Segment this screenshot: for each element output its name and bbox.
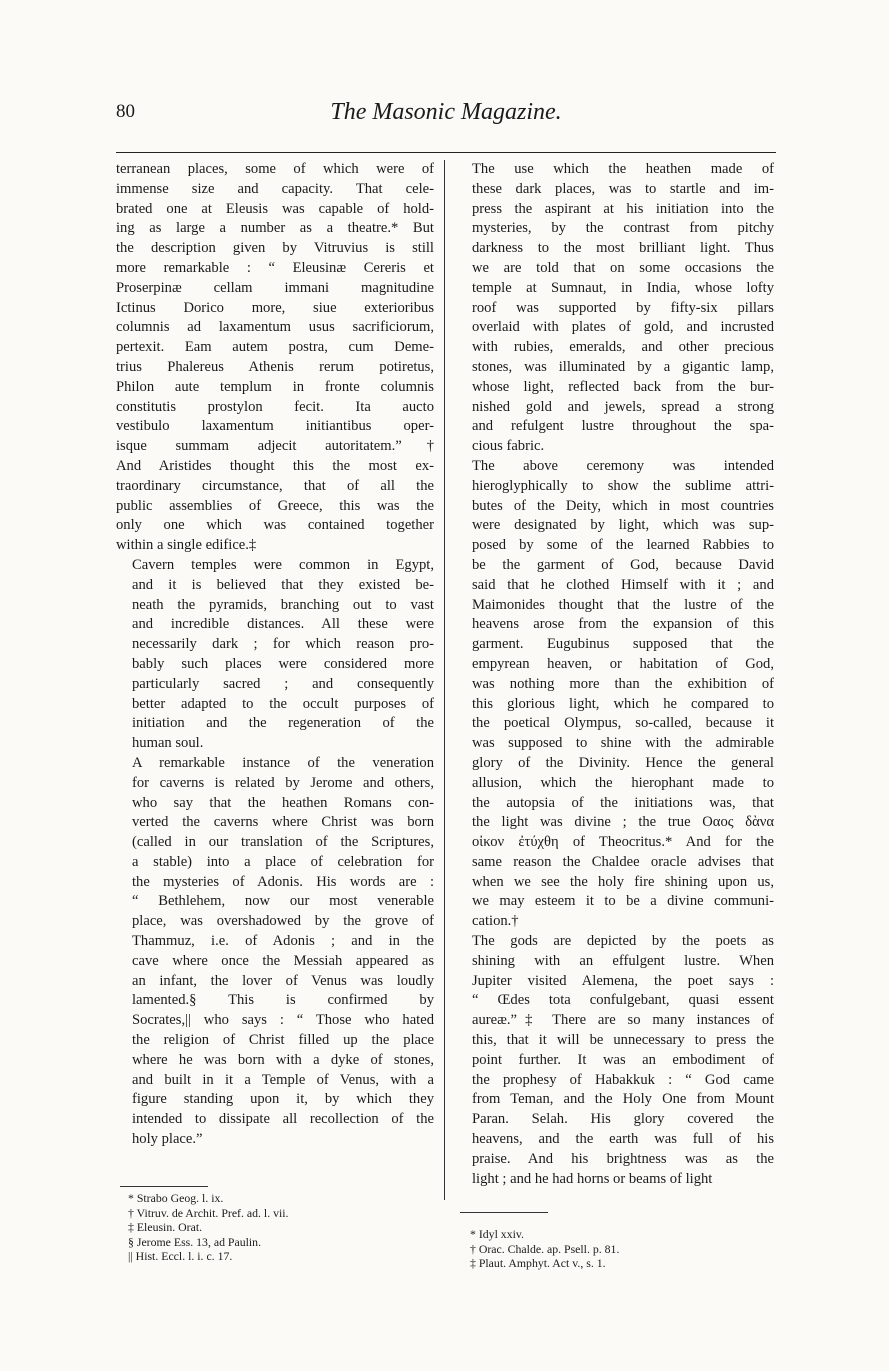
text-line: a stable) into a place of celebration for: [132, 853, 434, 870]
text-line: The above ceremony was intended: [472, 457, 774, 474]
text-line: pertexit. Eam autem postra, cum Deme-: [116, 339, 434, 356]
text-line: the light was divine ; the true Οαος δὰνα: [472, 814, 774, 831]
text-line: nished gold and jewels, spread a strong: [472, 398, 774, 415]
text-line: human soul.: [132, 735, 204, 752]
text-line: these dark places, was to startle and im-: [472, 180, 774, 197]
left-column: [116, 160, 434, 1150]
text-line: glory of the Divinity. Hence the general: [472, 754, 774, 771]
text-line: isque summam adjecit autoritatem.”†: [116, 438, 434, 455]
text-line: the poetical Olympus, so-called, because it: [472, 715, 774, 732]
text-line: Ictinus Dorico more, siue exterioribus: [116, 299, 434, 316]
text-line: public assemblies of Greece, this was the: [116, 497, 434, 514]
text-line: particularly sacred ; and consequently: [132, 675, 434, 692]
text-line: was nothing more than the exhibition of: [472, 675, 774, 692]
text-line: figure standing upon it, by which they: [132, 1091, 434, 1108]
text-line: empyrean heaven, or habitation of God,: [472, 655, 774, 672]
text-line: shining with an effulgent lustre. When: [472, 952, 774, 969]
text-line: brated one at Eleusis was capable of hold-: [116, 200, 434, 217]
text-line: who say that the heathen Romans con-: [132, 794, 434, 811]
text-line: stones, was illuminated by a gigantic lamp,: [472, 358, 774, 375]
text-line: the mysteries of Adonis. His words are :: [132, 873, 434, 890]
text-line: traordinary circumstance, that of all the: [116, 477, 434, 494]
text-line: lamented.§ This is confirmed by: [132, 992, 434, 1009]
page-header: [116, 99, 776, 139]
text-line: this, that it will be unnecessary to press the: [472, 1032, 774, 1049]
text-line: holy place.”: [132, 1131, 203, 1148]
text-line: vestibulo laxamentum initiantibus oper-: [116, 418, 434, 435]
text-line: darkness to the most brilliant light. Thus: [472, 240, 774, 257]
text-line: posed by some of the learned Rabbies to: [472, 537, 774, 554]
text-line: praise. And his brightness was as the: [472, 1150, 774, 1167]
text-line: “ Œdes tota confulgebant, quasi essent: [472, 992, 774, 1009]
text-line: be the garment of God, because David: [472, 556, 774, 573]
text-line: Socrates,|| who says : “ Those who hated: [132, 1012, 434, 1029]
text-line: cation.†: [472, 913, 519, 930]
text-line: bably such places were considered more: [132, 655, 434, 672]
text-line: point further. It was an embodiment of: [472, 1051, 774, 1068]
text-line: heavens, and the earth was full of his: [472, 1131, 774, 1148]
text-line: whose light, reflected back from the bur-: [472, 378, 774, 395]
text-line: temple at Sumnaut, in India, whose lofty: [472, 279, 774, 296]
text-line: the description given by Vitruvius is still: [116, 240, 434, 257]
footnotes-right: [470, 1227, 619, 1271]
paragraph: [456, 160, 774, 457]
text-line: we may esteem it to be a divine communi-: [472, 893, 774, 910]
text-line: Jupiter visited Alemena, the poet says :: [472, 972, 774, 989]
text-line: Thammuz, i.e. of Adonis ; and in the: [132, 933, 434, 950]
text-line: immense size and capacity. That cele-: [116, 180, 434, 197]
text-line: trius Phalereus Athenis rerum potiretus,: [116, 358, 434, 375]
header-rule: [116, 152, 776, 153]
text-line: same reason the Chaldee oracle advises that: [472, 853, 774, 870]
text-line: Proserpinæ cellam immani magnitudine: [116, 279, 434, 296]
footnote: ‡ Eleusin. Orat.: [128, 1220, 203, 1235]
footnote-rule-right: [460, 1212, 548, 1213]
paragraph: [116, 754, 434, 1150]
text-line: A remarkable instance of the veneration: [132, 754, 434, 771]
text-line: and refulgent lustre throughout the spa-: [472, 418, 774, 435]
text-line: cave where once the Messiah appeared as: [132, 952, 434, 969]
footnote: * Strabo Geog. l. ix.: [128, 1191, 224, 1205]
footnote: * Idyl xxiv.: [470, 1227, 524, 1241]
text-line: from Teman, and the Holy One from Mount: [472, 1091, 774, 1108]
text-line: were designated by light, which was sup-: [472, 517, 774, 534]
text-line: Cavern temples were common in Egypt,: [132, 556, 434, 573]
text-line: press the aspirant at his initiation into the: [472, 200, 774, 217]
paragraph: [456, 457, 774, 932]
paragraph: [456, 932, 774, 1189]
text-line: Maimonides thought that the lustre of the: [472, 596, 774, 613]
text-line: “ Bethlehem, now our most venerable: [132, 893, 434, 910]
text-line: initiation and the regeneration of the: [132, 715, 434, 732]
text-line: and incredible distances. All these were: [132, 616, 434, 633]
footnote: † Vitruv. de Archit. Pref. ad. l. vii.: [128, 1205, 289, 1220]
text-line: an infant, the lover of Venus was loudly: [132, 972, 434, 989]
text-line: allusion, which the hierophant made to: [472, 774, 774, 791]
text-line: The use which the heathen made of: [472, 161, 774, 177]
text-line: this glorious light, which he compared to: [472, 695, 774, 712]
text-line: necessarily dark ; for which reason pro-: [132, 636, 434, 653]
text-line: the religion of Christ filled up the place: [132, 1032, 434, 1049]
text-line: hieroglyphically to show the sublime attri-: [472, 477, 774, 494]
text-line: only one which was contained together: [116, 517, 434, 534]
text-line: within a single edifice.‡: [116, 537, 257, 554]
text-line: when we see the holy fire shining upon us,: [472, 873, 774, 890]
footnote: † Orac. Chalde. ap. Psell. p. 81.: [470, 1241, 620, 1256]
text-line: Paran. Selah. His glory covered the: [472, 1111, 774, 1128]
text-line: (called in our translation of the Scriptures,: [132, 834, 434, 851]
text-line: roof was supported by fifty-six pillars: [472, 299, 774, 316]
text-line: overlaid with plates of gold, and incrusted: [472, 319, 774, 336]
text-line: better adapted to the occult purposes of: [132, 695, 434, 712]
text-line: the autopsia of the initiations was, that: [472, 794, 774, 811]
text-line: Philon aute templum in fronte columnis: [116, 378, 434, 395]
footnote: || Hist. Eccl. l. i. c. 17.: [128, 1249, 233, 1264]
text-line: terranean places, some of which were of: [116, 161, 434, 177]
text-line: light ; and he had horns or beams of light: [472, 1170, 713, 1187]
text-line: The gods are depicted by the poets as: [472, 933, 774, 950]
text-line: cious fabric.: [472, 438, 545, 455]
text-line: we are told that on some occasions the: [472, 259, 774, 276]
text-line: aureæ.”‡ There are so many instances of: [472, 1012, 774, 1029]
text-line: mysteries, by the contrast from pitchy: [472, 220, 774, 237]
text-line: and built in it a Temple of Venus, with a: [132, 1071, 434, 1088]
footnote: § Jerome Ess. 13, ad Paulin.: [128, 1234, 262, 1249]
text-line: οἰκον ἐτύχθη of Theocritus.* And for the: [472, 834, 774, 851]
footnote: ‡ Plaut. Amphyt. Act v., s. 1.: [470, 1256, 606, 1271]
text-line: butes of the Deity, which in most countries: [472, 497, 774, 514]
text-line: garment. Eugubinus supposed that the: [472, 636, 774, 653]
text-line: more remarkable : “ Eleusinæ Cereris et: [116, 259, 434, 276]
text-line: said that he clothed Himself with it ; and: [472, 576, 774, 593]
right-column: [456, 160, 774, 1189]
text-line: the prophesy of Habakkuk : “ God came: [472, 1071, 774, 1088]
text-line: And Aristides thought this the most ex-: [116, 457, 434, 474]
text-line: was supposed to shine with the admirable: [472, 735, 774, 752]
paragraph: [116, 556, 434, 754]
text-line: ing as large a number as a theatre.* But: [116, 220, 434, 237]
text-line: verted the caverns where Christ was born: [132, 814, 434, 831]
running-title: The Masonic Magazine.: [330, 99, 562, 125]
column-divider: [444, 160, 445, 1200]
text-line: heavens arose from the expansion of this: [472, 616, 774, 633]
page-number: 80: [116, 101, 135, 122]
text-line: for caverns is related by Jerome and others,: [132, 774, 434, 791]
text-line: neath the pyramids, branching out to vast: [132, 596, 434, 613]
footnotes-left: [128, 1191, 289, 1264]
paragraph: [116, 160, 434, 556]
footnote-rule-left: [120, 1186, 208, 1187]
text-line: place, was overshadowed by the grove of: [132, 913, 434, 930]
text-line: intended to dissipate all recollection of the: [132, 1111, 434, 1128]
text-line: columnis ad laxamentum usus sacrificiorum,: [116, 319, 434, 336]
text-line: where he was born with a dyke of stones,: [132, 1051, 434, 1068]
text-line: constitutis prostylon fecit. Ita aucto: [116, 398, 434, 415]
text-line: and it is believed that they existed be-: [132, 576, 434, 593]
text-line: with rubies, emeralds, and other precious: [472, 339, 774, 356]
